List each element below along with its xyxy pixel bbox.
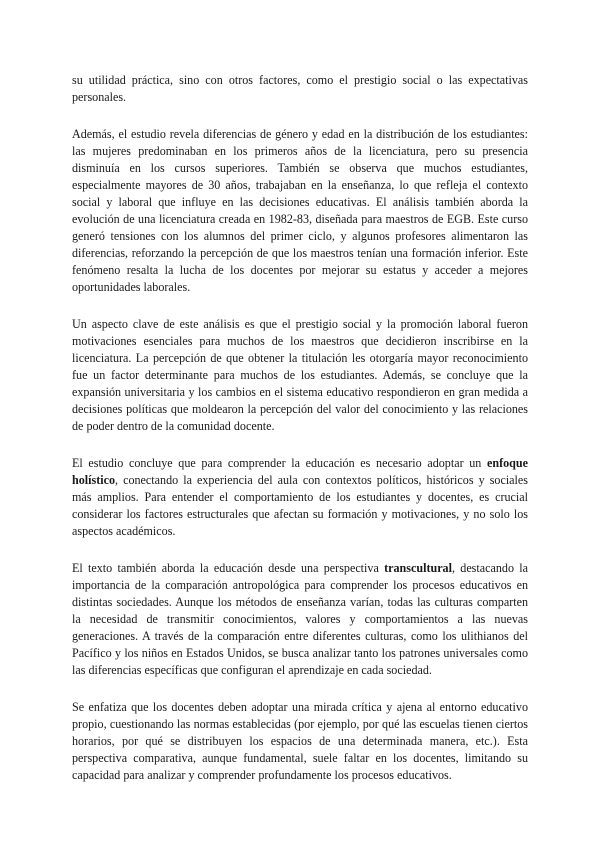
paragraph-text: su utilidad práctica, sino con otros factores, como el prestigio social o las expectativas personales. — [72, 73, 528, 104]
paragraph-text: Un aspecto clave de este análisis es que el prestigio social y la promoción laboral fueron motivaciones esenciales para muchos de los maestros que decidieron inscribirse en la licenciatura. La percepción de que obtener la titulación les otorgaría mayor reconocimiento fue un factor determinante para muchos de los estudiantes. Además, se concluye que la expansión universitaria y los cambios en el sistema educativo respondieron en gran medida a decisiones políticas que moldearon la percepción del valor del conocimiento y las relaciones de poder dentro de la comunidad docente. — [72, 317, 528, 433]
paragraph-6 — [72, 699, 528, 784]
bold-term-transcultural: transcultural — [384, 561, 452, 575]
paragraph-text: , destacando la importancia de la comparación antropológica para comprender los procesos educativos en distintas sociedades. Aunque los métodos de enseñanza varían, todas las culturas comparten la necesidad de transmitir conocimientos, valores y comportamientos a las nuevas generaciones. A través de la comparación entre diferentes culturas, como los ulithianos del Pacífico y los niños en Estados Unidos, se busca analizar tanto los patrones universales como las diferencias específicas que configuran el aprendizaje en cada sociedad. — [72, 561, 529, 677]
paragraph-3 — [72, 316, 528, 435]
paragraph-4 — [72, 455, 528, 540]
document-page — [72, 72, 528, 804]
paragraph-2 — [72, 126, 528, 296]
paragraph-text: Se enfatiza que los docentes deben adoptar una mirada crítica y ajena al entorno educativo propio, cuestionando las normas establecidas (por ejemplo, por qué las escuelas tienen ciertos horarios, por qué se distribuyen los espacios de una determinada manera, etc.). Esta perspectiva comparativa, aunque fundamental, suele faltar en los docentes, limitando su capacidad para analizar y comprender profundamente los procesos educativos. — [72, 700, 528, 782]
paragraph-text: El texto también aborda la educación desde una perspectiva — [72, 561, 385, 575]
paragraph-5 — [72, 560, 528, 679]
paragraph-text: , conectando la experiencia del aula con contextos políticos, históricos y sociales más amplios. Para entender el comportamiento de los estudiantes y docentes, es crucial considerar los factores estructurales que afectan su formación y motivaciones, y no solo los aspectos académicos. — [72, 473, 528, 538]
paragraph-text: Además, el estudio revela diferencias de género y edad en la distribución de los estudiantes: las mujeres predominaban en los primeros años de la licenciatura, pero su presencia disminuía en los cursos superiores. También se observa que muchos estudiantes, especialmente mayores de 30 años, trabajaban en la enseñanza, lo que refleja el contexto social y laboral que influye en las decisiones educativas. El análisis también aborda la evolución de una licenciatura creada en 1982-83, diseñada para maestros de EGB. Este curso generó tensiones con los alumnos del primer ciclo, y algunos profesores alimentaron las diferencias, reforzando la percepción de que los maestros tenían una formación inferior. Este fenómeno resalta la lucha de los docentes por mejorar su estatus y acceder a mejores oportunidades laborales. — [72, 127, 528, 294]
paragraph-text: El estudio concluye que para comprender la educación es necesario adoptar un — [72, 456, 487, 470]
bold-term-enfoque-holistico: enfoque holístico — [72, 456, 528, 487]
paragraph-1 — [72, 72, 528, 106]
